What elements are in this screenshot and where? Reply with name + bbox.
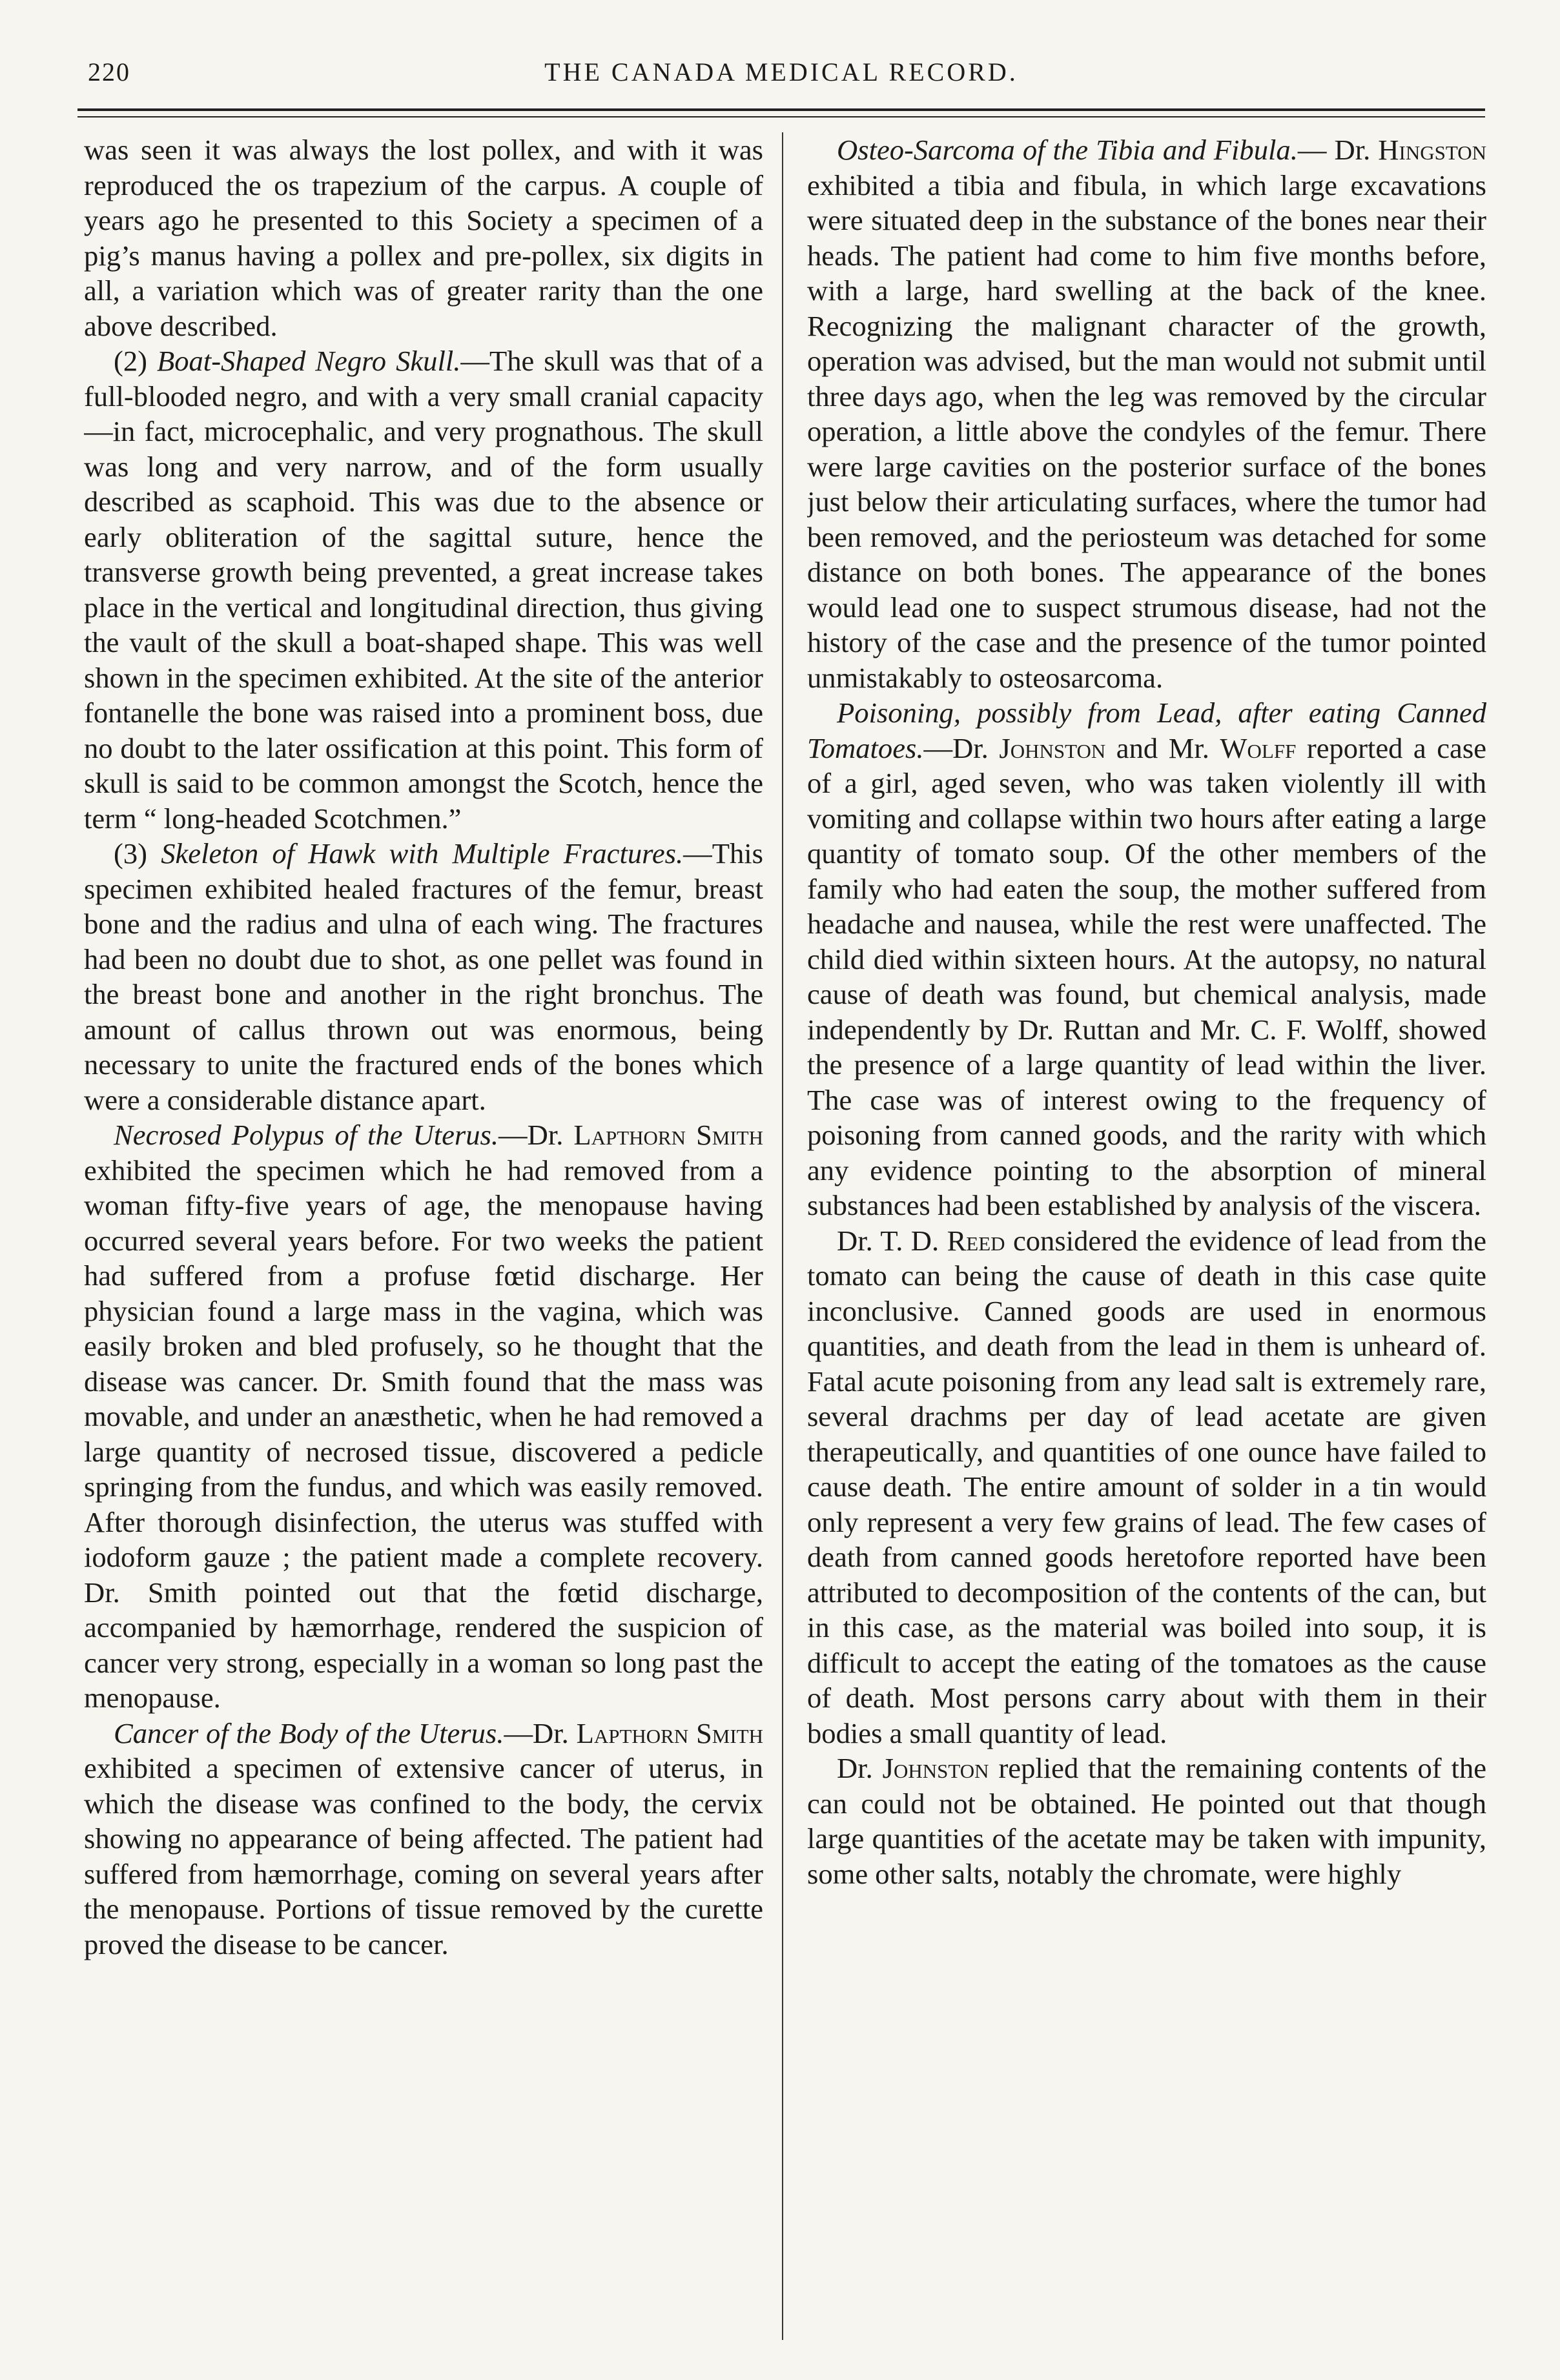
right-column [807,132,1486,2346]
paragraph-body: replied that the remaining contents of the can could not be obtained. He pointed out that though large quantities of the acetate may be taken with impunity, some other salts, notably the chromate, were highly [807,1752,1486,1890]
lead-text: — Dr. [1297,134,1379,166]
paragraph-boat-shaped-skull [84,343,763,836]
section-heading: Poisoning, possibly from Lead, after eating Canned Tomatoes. [807,697,1486,764]
paragraph-pollex: was seen it was always the lost pollex, and with it was reproduced the os trapezium of the carpus. A couple of years ago he presented to this Society a specimen of a pig’s manus having a pollex and pre-pollex, six digits in all, a variation which was of greater rarity than the one above described. [84,134,763,342]
header-rule-thin [77,116,1485,117]
column-divider [782,132,783,2340]
paragraph-body: exhibited a specimen of extensive cancer of uterus, in which the disease was confined to the body, the cervix showing no appearance of being affected. The patient had suffered from hæmorrhage, coming on several years after the menopause. Portions of tissue removed by the curette proved the disease to be cancer. [84,1752,763,1960]
section-heading: Necrosed Polypus of the Uterus. [114,1119,499,1151]
paragraph-osteo-sarcoma [807,132,1486,695]
speaker-name: Reed [947,1224,1005,1257]
paragraph-body: considered the evidence of lead from the tomato can being the cause of death in this case quite inconclusive. Canned goods are used in enormous quantities, and death from the lead in them is unheard of. Fatal acute poisoning from any lead salt is extremely rare, several drachms per day of lead acetate are given therapeutically, and quantities of one ounce have failed to cause death. The entire amount of solder in a tin would only represent a very few grains of lead. The few cases of death from canned goods heretofore reported have been attributed to decomposition of the contents of the can, but in this case, as the material was boiled into soup, it is difficult to accept the eating of the tomatoes as the cause of death. Most persons carry about with them in their bodies a small quantity of lead. [807,1224,1486,1749]
paragraph-cancer-uterus [84,1716,763,1962]
paragraph-reed-response [807,1223,1486,1751]
connector-text: and Mr. [1105,731,1220,764]
lead-text: Dr. T. D. [837,1224,947,1257]
speaker-name: Lapthorn Smith [576,1716,763,1749]
lead-text: —Dr. [498,1119,574,1151]
section-heading: Boat-Shaped Negro Skull. [156,345,461,377]
paragraph-body: —The skull was that of a full-blooded negro, and with a very small cranial capacity—in fact, microcephalic, and very prognathous. The skull was long and very narrow, and of the form usually described as scaphoid. This was due to the absence or early obliteration of the sagittal suture, hence the transverse growth being prevented, a great increase takes place in the vertical and longitudinal direction, thus giving the vault of the skull a boat-shaped shape. This was well shown in the specimen exhibited. At the site of the anterior fontanelle the bone was raised into a prominent boss, due no doubt to the later ossification at this point. This form of skull is said to be common amongst the Scotch, hence the term “ long-headed Scotchmen.” [84,345,763,835]
speaker-name: Lapthorn Smith [573,1119,763,1151]
section-heading: Osteo-Sarcoma of the Tibia and Fibula. [837,134,1298,166]
section-heading: Skeleton of Hawk with Multiple Fractures. [161,837,684,870]
page-number: 220 [88,57,130,86]
speaker-name: Johnston [999,731,1106,764]
paragraph-body: exhibited a tibia and fibula, in which large excavations were situated deep in the substance of the bones near their heads. The patient had come to him five months before, with a large, hard swelling at the back of the knee. Recognizing the malignant character of the growth, operation was advised, but the man would not submit until three days ago, when the leg was removed by the circular operation, a little above the condyles of the femur. There were large cavities on the posterior surface of the bones just below their articulating surfaces, where the tumor had been removed, and the periosteum was detached for some distance on both bones. The appearance of the bones would lead one to suspect strumous disease, had not the history of the case and the presence of the tumor pointed unmistakably to osteosarcoma. [807,168,1486,694]
paragraph-body: —This specimen exhibited healed fractures of the femur, breast bone and the radius and ulna of each wing. The fractures had been no doubt due to shot, as one pellet was found in the breast bone and another in the right bronchus. The amount of callus thrown out was enormous, being necessary to unite the fractured ends of the bones which were a considerable distance apart. [84,837,763,1116]
paragraph-body: exhibited the specimen which he had removed from a woman fifty-five years of age, the menopause having occurred several years before. For two weeks the patient had suffered from a profuse fœtid discharge. Her physician found a large mass in the vagina, which was easily broken and bled profusely, so he thought that the disease was cancer. Dr. Smith found that the mass was movable, and under an anæsthetic, when he had removed a large quantity of necrosed tissue, discovered a pedicle springing from the fundus, and which was easily removed. After thorough disinfection, the uterus was stuffed with iodoform gauze ; the patient made a complete recovery. Dr. Smith pointed out that the fœtid discharge, accompanied by hæmorrhage, rendered the suspicion of cancer very strong, especially in a woman so long past the menopause. [84,1154,763,1714]
lead-text: —Dr. [504,1716,577,1749]
section-heading: Cancer of the Body of the Uterus. [114,1716,504,1749]
speaker-name: Wolff [1220,731,1297,764]
item-number: (2) [114,345,147,377]
running-header [77,57,1485,102]
speaker-name: Johnston [882,1752,989,1784]
lead-text: Dr. [837,1752,883,1784]
lead-text: —Dr. [923,731,1000,764]
item-number: (3) [114,837,147,870]
paragraph-lead-poisoning [807,695,1486,1223]
paragraph-body: reported a case of a girl, aged seven, who was taken violently ill with vomiting and collapse within two hours after eating a large quantity of tomato soup. Of the other members of the family who had eaten the soup, the mother suffered from headache and nausea, while the rest were unaffected. The child died within sixteen hours. At the autopsy, no natural cause of death was found, but chemical analysis, made independently by Dr. Ruttan and Mr. C. F. Wolff, showed the presence of a large quantity of lead within the liver. The case was of interest owing to the frequency of poisoning from canned goods, and the rarity with which any evidence pointing to the absorption of mineral substances had been established by analysis of the viscera. [807,731,1486,1221]
journal-title: THE CANADA MEDICAL RECORD. [544,57,1018,86]
paragraph-hawk-skeleton [84,836,763,1117]
speaker-name: Hingston [1378,134,1486,166]
paragraph-johnston-reply [807,1751,1486,1891]
left-column [84,132,763,2346]
paragraph-necrosed-polypus [84,1117,763,1716]
header-rule [77,108,1485,111]
